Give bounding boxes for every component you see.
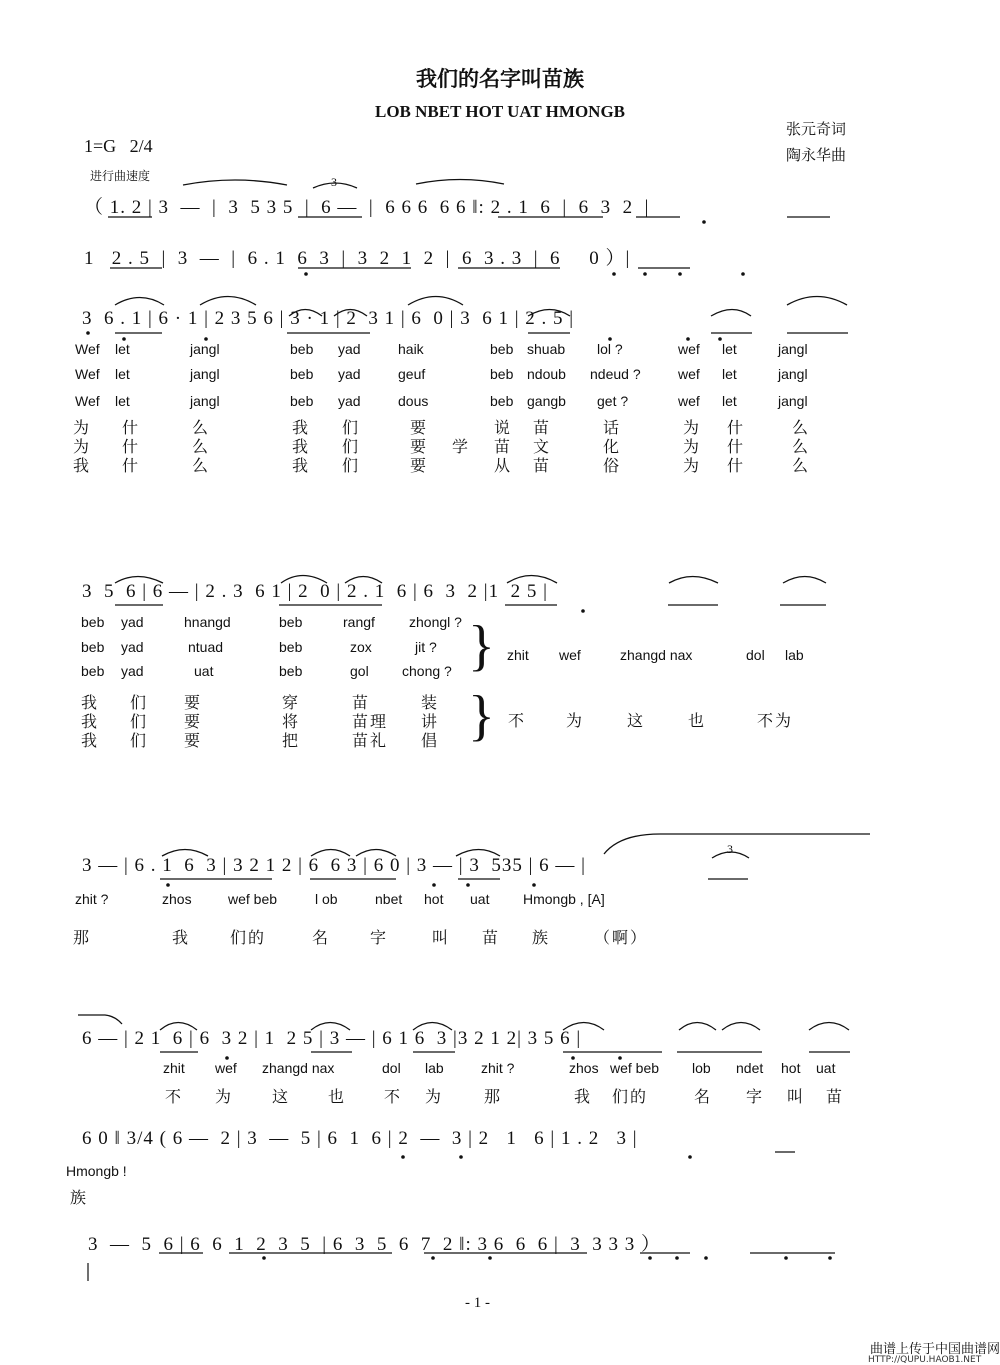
lyric-word: jangl xyxy=(778,393,808,409)
slur xyxy=(783,577,826,584)
lyric-char: 这 xyxy=(627,711,646,730)
low-octave-dot xyxy=(532,883,536,887)
intro-line-1: （ 1. 2 | 3 — | 3 5 3 5 | 6 — | 6 6 6 6 6 ‖: 2 . 1 6 | 6 3 2 | xyxy=(84,197,650,218)
lyric-word: zhos xyxy=(569,1060,599,1076)
lyric-word: haik xyxy=(398,341,424,357)
lyric-word: chong ? xyxy=(402,663,452,679)
system4-notes: 6 — | 2 1 6 | 6 3 2 | 1 2 5 | 3 — | 6 1 6 3 |3 2 1 2| 3 5 6 | xyxy=(82,1028,582,1049)
lyric-word: nbet xyxy=(375,891,403,907)
lyric-word: wef beb xyxy=(228,891,278,907)
lyric-char: 装 xyxy=(421,693,440,712)
lyric-char: 什 xyxy=(727,418,746,437)
lyric-char: 为 xyxy=(73,418,92,437)
lyric-char: 这 xyxy=(272,1087,291,1106)
watermark-url: HTTP://QUPU.HAOB1.NET xyxy=(868,1355,982,1365)
lyric-char: 苗 xyxy=(352,693,371,712)
lyric-word: ndeud ? xyxy=(590,366,641,382)
lyric-char: 我 xyxy=(292,456,311,475)
system3-notes: 3 — | 6 . 1 6 3 | 3 2 1 2 | 6 6 3 | 6 0 | 3 — | 3 535 | 6 — | xyxy=(82,855,586,876)
lyric-char: 么 xyxy=(192,437,211,456)
lyric-word: lab xyxy=(425,1060,444,1076)
lyric-char: 我 xyxy=(292,437,311,456)
lyric-word: yad xyxy=(338,341,361,357)
low-octave-dot xyxy=(304,272,308,276)
verse-brace: } xyxy=(468,685,495,747)
lyric-char: 们 xyxy=(130,731,149,750)
lyric-word: hot xyxy=(424,891,444,907)
key-signature: 1=G 2/4 xyxy=(84,136,153,156)
lyric-word: Hmongb , [A] xyxy=(523,891,605,907)
lyric-word: gangb xyxy=(527,393,566,409)
lyric-word: lab xyxy=(785,647,804,663)
lyric-word: wef xyxy=(559,647,581,663)
lyric-char: 为 xyxy=(683,456,702,475)
lyric-char: 要 xyxy=(410,437,429,456)
lyric-char: 为 xyxy=(215,1087,234,1106)
lyric-char: 苗理 xyxy=(352,712,389,731)
lyric-word: dol xyxy=(382,1060,401,1076)
lyric-word: get ? xyxy=(597,393,629,409)
lyric-word: ndoub xyxy=(527,366,566,382)
composer-credit: 陶永华曲 xyxy=(786,146,847,164)
lyric-char: 什 xyxy=(727,437,746,456)
lyric-char: 们 xyxy=(342,456,361,475)
slur xyxy=(115,298,164,306)
lyric-char: 从 xyxy=(494,456,513,475)
lyric-word: wef xyxy=(678,341,700,357)
lyric-char: 什 xyxy=(122,437,141,456)
lyric-word: beb xyxy=(279,614,303,630)
lyric-char: 苗 xyxy=(533,418,552,437)
lyric-word: let xyxy=(115,393,130,409)
lyric-char: 为 xyxy=(683,418,702,437)
lyric-word: shuab xyxy=(527,341,566,357)
lyric-word: rangf xyxy=(343,614,375,630)
lyric-word: hot xyxy=(781,1060,801,1076)
low-octave-dot xyxy=(643,272,647,276)
lyric-word: wef xyxy=(215,1060,237,1076)
system1-notes: 3 6 . 1 | 6 · 1 | 2 3 5 6 | 3 · 1 | 2 3 1 | 6 0 | 3 6 1 | 2 . 5 | xyxy=(82,308,575,329)
lyric-char: 话 xyxy=(603,418,622,437)
lyric-char: 我 xyxy=(81,693,100,712)
lyric-char: 们的 xyxy=(612,1087,649,1106)
lyric-word: Wef xyxy=(75,341,100,357)
lyric-word: ndet xyxy=(736,1060,764,1076)
lyric-word: Wef xyxy=(75,366,100,382)
coda-notes: 6 0 ‖ 3/4 ( 6 — 2 | 3 — 5 | 6 1 6 | 2 — 3 | 2 1 6 | 1 . 2 3 | xyxy=(82,1128,638,1149)
coda-line-2: 3 — 5 6 | 6 6 1 2 3 5 | 6 3 5 6 7 2 ‖: 3 6 6 6 | 3 3 3 3 ） xyxy=(88,1234,662,1255)
low-octave-dot xyxy=(688,1155,692,1159)
lyric-char: 族 xyxy=(532,928,551,947)
lyric-word: let xyxy=(115,366,130,382)
lyric-word: yad xyxy=(338,393,361,409)
lyric-word: zhit xyxy=(163,1060,185,1076)
low-octave-dot xyxy=(262,1256,266,1260)
lyric-char: 什 xyxy=(122,418,141,437)
low-octave-dot xyxy=(86,331,90,335)
lyric-char: 把 xyxy=(282,731,301,750)
lyric-word: zhangd nax xyxy=(262,1060,335,1076)
triplet-mark: 3 xyxy=(331,175,337,189)
intro-line-2: 1 2 . 5 | 3 — | 6 . 1 6 3 | 3 2 1 2 | 6 3 . 3 | 6 0 ）| xyxy=(84,248,631,269)
low-octave-dot xyxy=(784,1256,788,1260)
lyric-word: jit ? xyxy=(415,639,437,655)
lyric-word: wef xyxy=(678,393,700,409)
lyric-word: beb xyxy=(279,663,303,679)
lyric-char: 穿 xyxy=(282,693,301,712)
slur xyxy=(408,297,463,306)
tempo-marking: 进行曲速度 xyxy=(90,169,151,183)
lyric-char: 们 xyxy=(342,437,361,456)
lyric-word: jangl xyxy=(778,341,808,357)
lyric-word: geuf xyxy=(398,366,426,382)
low-octave-dot xyxy=(702,220,706,224)
lyric-char: 也 xyxy=(688,711,707,730)
watermark-site-name: 曲谱上传于中国曲谱网 xyxy=(870,1341,1000,1356)
lyric-word: let xyxy=(722,366,737,382)
lyric-word: beb xyxy=(81,614,105,630)
lyric-char: 字 xyxy=(746,1087,765,1106)
lyric-char: 为 xyxy=(683,437,702,456)
lyric-char: 苗 xyxy=(826,1087,845,1106)
lyric-char: 要 xyxy=(184,731,203,750)
lyric-char: 们 xyxy=(130,693,149,712)
lyric-word: let xyxy=(115,341,130,357)
lyric-word: zhit xyxy=(507,647,529,663)
lyric-word: l ob xyxy=(315,891,338,907)
song-title: 我们的名字叫苗族 xyxy=(416,67,584,91)
low-octave-dot xyxy=(431,1256,435,1260)
lyric-char: 什 xyxy=(727,456,746,475)
lyric-word: ntuad xyxy=(188,639,224,655)
lyric-word: lob xyxy=(692,1060,711,1076)
lyric-word: beb xyxy=(279,639,303,655)
low-octave-dot xyxy=(166,883,170,887)
low-octave-dot xyxy=(741,272,745,276)
lyric-word: hnangd xyxy=(184,614,231,630)
lyric-char: 么 xyxy=(792,418,811,437)
lyric-char: 么 xyxy=(792,456,811,475)
low-octave-dot xyxy=(704,1256,708,1260)
low-octave-dot xyxy=(581,609,585,613)
slur xyxy=(809,1023,849,1031)
lyric-word: beb xyxy=(490,341,514,357)
lyric-char: 叫 xyxy=(432,928,451,947)
lyric-char: 化 xyxy=(603,437,622,456)
lyric-word: beb xyxy=(490,393,514,409)
lyric-char: 那 xyxy=(73,928,92,947)
system2-notes: 3 5 6 | 6 — | 2 . 3 6 1 | 2 0 | 2 . 1 6 | 6 3 2 |1 2 5 | xyxy=(82,581,548,602)
low-octave-dot xyxy=(401,1155,405,1159)
low-octave-dot xyxy=(466,883,470,887)
lyric-char: 苗 xyxy=(482,928,501,947)
phrase-line xyxy=(604,834,870,854)
lyric-char: 们的 xyxy=(230,928,267,947)
slur xyxy=(416,180,504,185)
lyric-word: Wef xyxy=(75,393,100,409)
lyric-word: zhos xyxy=(162,891,192,907)
lyric-word: uat xyxy=(470,891,490,907)
lyric-char: 我 xyxy=(81,731,100,750)
low-octave-dot xyxy=(675,1256,679,1260)
lyric-char: 为 xyxy=(73,437,92,456)
phrase-end xyxy=(78,1015,122,1024)
low-octave-dot xyxy=(828,1256,832,1260)
lyric-word: beb xyxy=(290,366,314,382)
lyric-char: 么 xyxy=(792,437,811,456)
lyric-word: dous xyxy=(398,393,429,409)
lyric-word: zhongl ? xyxy=(409,614,462,630)
lyric-word: yad xyxy=(121,614,144,630)
lyric-char: 说 xyxy=(494,418,513,437)
coda-hmong: Hmongb ! xyxy=(66,1163,127,1179)
lyric-char: 们 xyxy=(130,712,149,731)
lyric-word: dol xyxy=(746,647,765,663)
lyric-char: 学 xyxy=(452,437,471,456)
lyric-char: 我 xyxy=(73,456,92,475)
lyric-word: gol xyxy=(350,663,369,679)
lyric-char: 叫 xyxy=(787,1087,806,1106)
lyric-word: beb xyxy=(81,663,105,679)
lyric-char: 文 xyxy=(533,437,552,456)
lyric-char: 字 xyxy=(370,928,389,947)
lyric-char: 讲 xyxy=(421,712,440,731)
verse-brace: } xyxy=(468,615,495,677)
slur xyxy=(679,1023,716,1031)
lyric-char: 不 xyxy=(165,1087,184,1106)
lyric-char: 要 xyxy=(410,456,429,475)
lyric-char: 为 xyxy=(425,1087,444,1106)
lyric-word: beb xyxy=(290,393,314,409)
slur xyxy=(200,297,256,306)
lyric-char: 么 xyxy=(192,456,211,475)
low-octave-dot xyxy=(432,883,436,887)
lyric-word: beb xyxy=(490,366,514,382)
lyric-char: 我 xyxy=(574,1087,593,1106)
lyric-char: 要 xyxy=(184,712,203,731)
lyric-word: wef xyxy=(678,366,700,382)
lyric-word: uat xyxy=(194,663,214,679)
lyric-char: 我 xyxy=(292,418,311,437)
lyric-word: lol ? xyxy=(597,341,623,357)
lyric-char: 不为 xyxy=(757,711,794,730)
lyric-char: 名 xyxy=(312,928,331,947)
lyric-word: uat xyxy=(816,1060,836,1076)
low-octave-dot xyxy=(648,1256,652,1260)
low-octave-dot xyxy=(678,272,682,276)
lyric-char: 要 xyxy=(184,693,203,712)
lyric-word: yad xyxy=(121,639,144,655)
triplet-mark: 3 xyxy=(727,842,733,856)
lyric-char: 也 xyxy=(328,1087,347,1106)
lyric-char: 名 xyxy=(694,1087,713,1106)
lyric-char: 我 xyxy=(81,712,100,731)
page-number: - 1 - xyxy=(465,1295,490,1311)
slur xyxy=(183,180,287,185)
lyric-char: 苗 xyxy=(494,437,513,456)
song-subtitle: LOB NBET HOT UAT HMONGB xyxy=(374,102,626,121)
low-octave-dot xyxy=(612,272,616,276)
lyric-word: jangl xyxy=(190,366,220,382)
lyric-word: let xyxy=(722,341,737,357)
lyric-word: zhangd nax xyxy=(620,647,693,663)
lyric-char: 苗礼 xyxy=(352,731,389,750)
lyric-word: beb xyxy=(290,341,314,357)
lyric-char: 为 xyxy=(566,711,585,730)
slur xyxy=(669,577,718,584)
slur xyxy=(711,310,751,317)
low-octave-dot xyxy=(459,1155,463,1159)
low-octave-dot xyxy=(488,1256,492,1260)
lyric-char: 我 xyxy=(172,928,191,947)
lyric-char: 那 xyxy=(484,1087,503,1106)
slur xyxy=(722,1023,760,1031)
lyric-char: 们 xyxy=(342,418,361,437)
lyric-word: yad xyxy=(338,366,361,382)
lyric-word: zhit ? xyxy=(75,891,109,907)
lyric-word: zox xyxy=(350,639,372,655)
lyric-char: 苗 xyxy=(533,456,552,475)
lyric-word: jangl xyxy=(190,393,220,409)
lyric-word: beb xyxy=(81,639,105,655)
lyric-char: 要 xyxy=(410,418,429,437)
lyric-char: 俗 xyxy=(603,456,622,475)
lyric-char: 不 xyxy=(384,1087,403,1106)
lyricist-credit: 张元奇词 xyxy=(786,120,847,138)
lyric-word: zhit ? xyxy=(481,1060,515,1076)
lyric-char: 将 xyxy=(282,712,301,731)
lyric-word: let xyxy=(722,393,737,409)
lyric-word: yad xyxy=(121,663,144,679)
slur xyxy=(787,297,847,306)
lyric-char: 么 xyxy=(192,418,211,437)
lyric-word: jangl xyxy=(778,366,808,382)
coda-chinese: 族 xyxy=(70,1188,89,1207)
lyric-char: 什 xyxy=(122,456,141,475)
lyric-word: jangl xyxy=(190,341,220,357)
lyric-char: 不 xyxy=(508,711,527,730)
lyric-char: 倡 xyxy=(421,731,440,750)
lyric-word: wef beb xyxy=(610,1060,660,1076)
lyric-char: （啊） xyxy=(594,928,649,947)
